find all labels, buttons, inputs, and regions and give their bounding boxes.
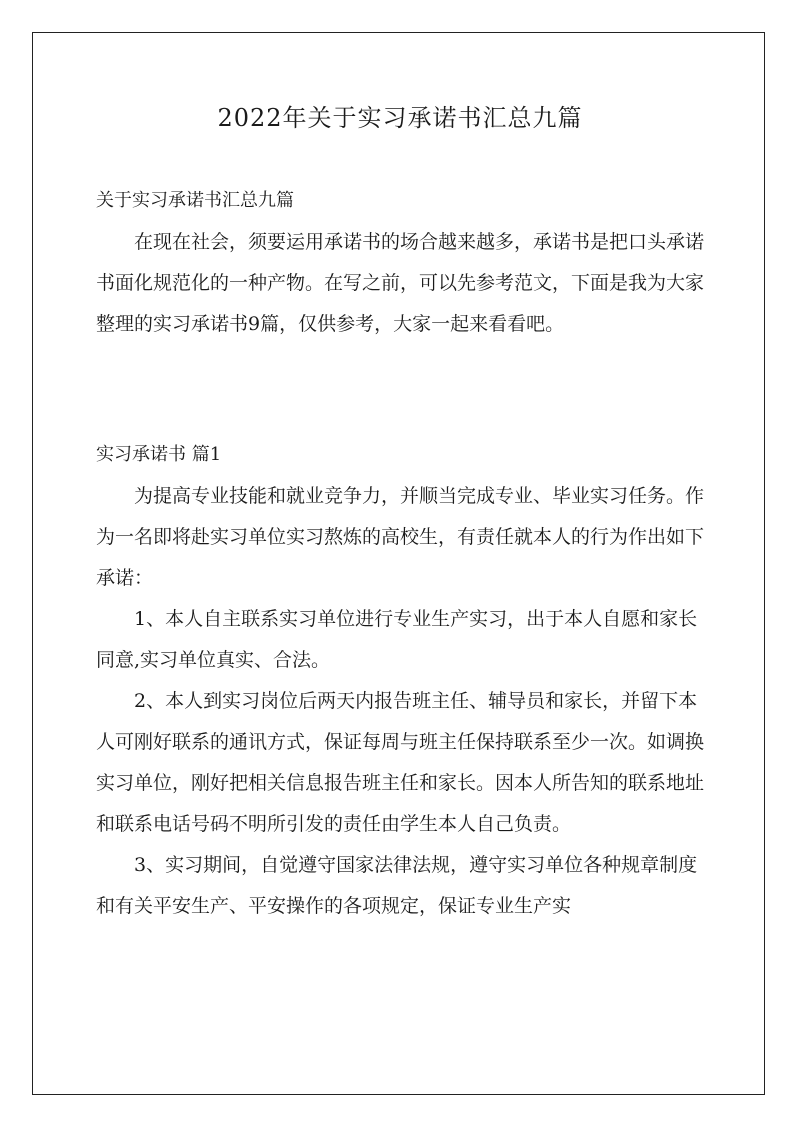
section-1-paragraph: 3、实习期间，自觉遵守国家法律法规，遵守实习单位各种规章制度和有关平安生产、平安操作的各项规定，保证专业生产实 [96, 854, 698, 917]
intro-heading: 关于实习承诺书汇总九篇 [96, 190, 294, 211]
section-1-paragraph: 1、本人自主联系实习单位进行专业生产实习，出于本人自愿和家长同意,实习单位真实、合法。 [96, 608, 698, 671]
section-1-paragraph: 为提高专业技能和就业竞争力，并顺当完成专业、毕业实习任务。作为一名即将赴实习单位实习熬炼的高校生，有责任就本人的行为作出如下承诺： [96, 485, 705, 589]
document-title: 2022年关于实习承诺书汇总九篇 [217, 104, 583, 132]
intro-paragraph: 在现在社会，须要运用承诺书的场合越来越多，承诺书是把口头承诺书面化规范化的一种产物。在写之前，可以先参考范文，下面是我为大家整理的实习承诺书9篇，仅供参考，大家一起来看看吧。 [96, 231, 705, 335]
section-1-paragraph: 2、本人到实习岗位后两天内报告班主任、辅导员和家长，并留下本人可刚好联系的通讯方式，保证每周与班主任保持联系至少一次。如调换实习单位，刚好把相关信息报告班主任和家长。因本人所告知的联系地址和联系电话号码不明所引发的责任由学生本人自己负责。 [96, 690, 705, 835]
section-1-body [96, 476, 714, 927]
section-1-heading: 实习承诺书 篇1 [96, 444, 222, 465]
